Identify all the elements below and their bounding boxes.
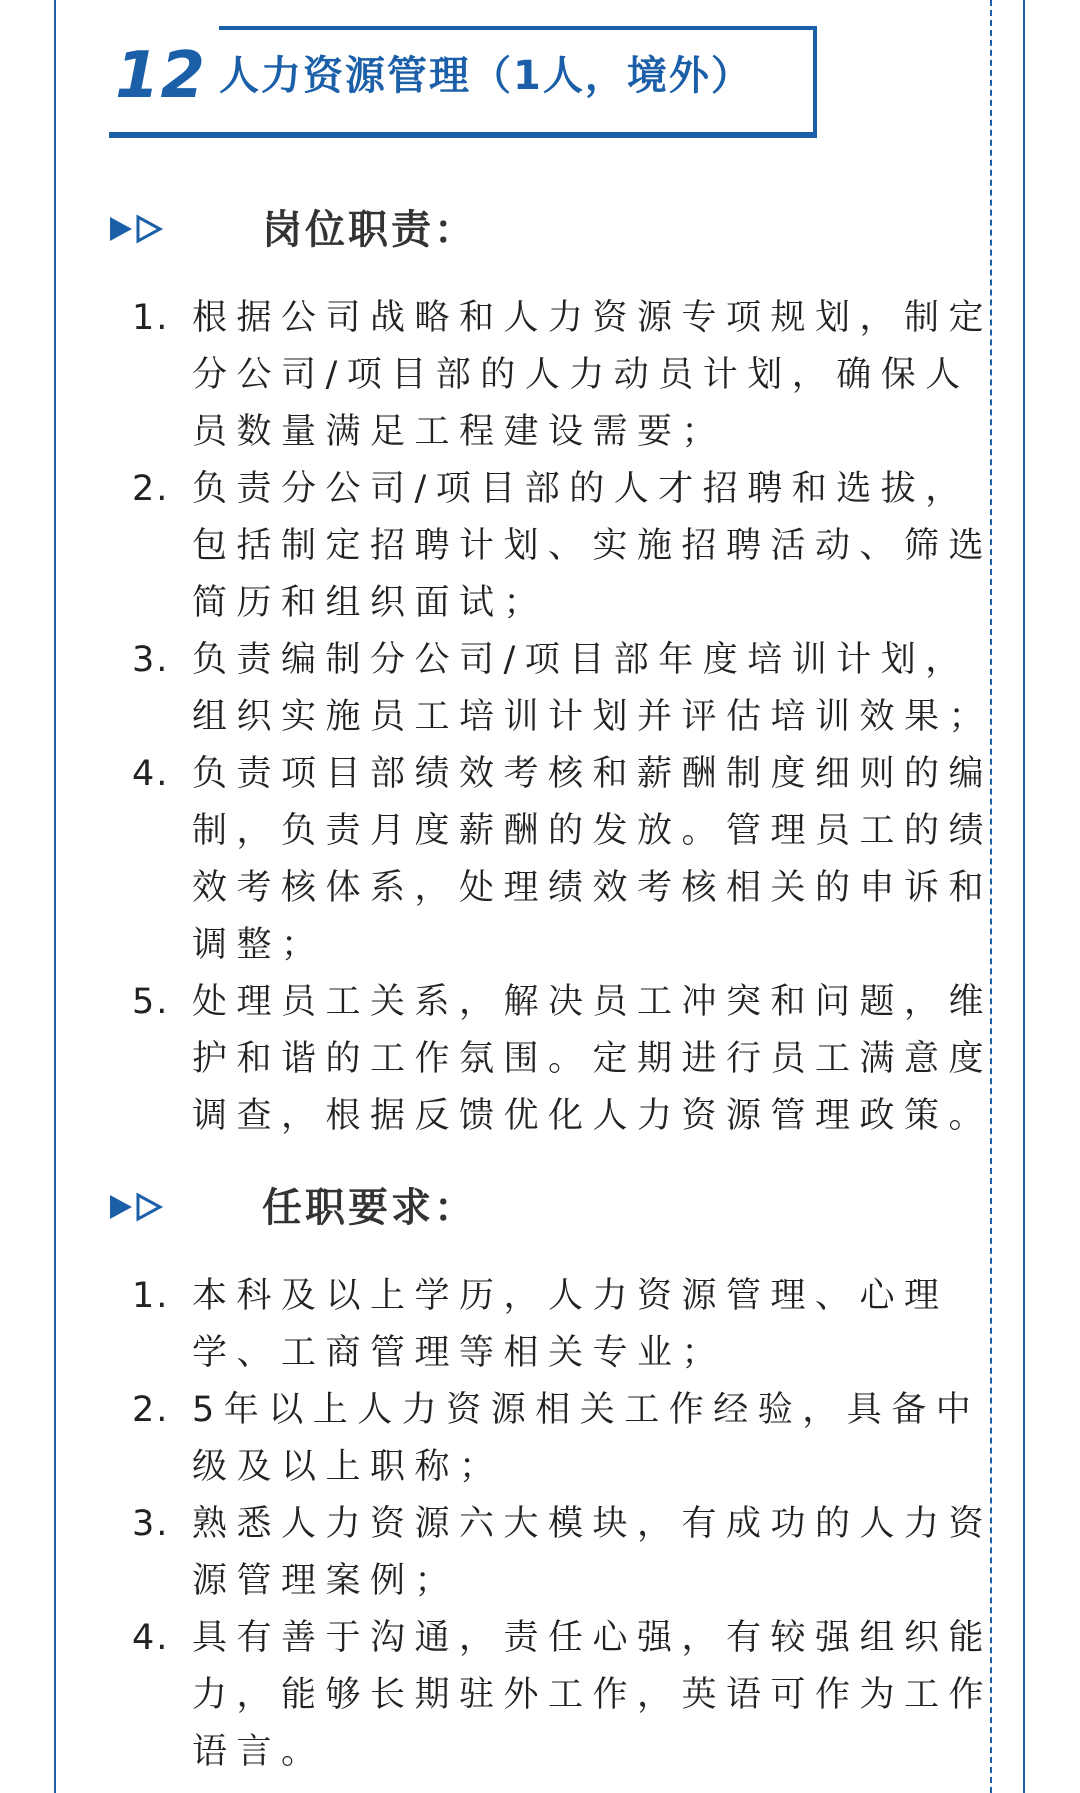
- header-top-rule: [219, 26, 817, 30]
- list-item: [132, 290, 1002, 461]
- section-title-requirements: 任职要求：: [262, 1185, 477, 1231]
- list-item-number: 2.: [132, 469, 170, 509]
- list-item-text: 处理员工关系，解决员工冲突和问题，维护和谐的工作氛围。定期进行员工满意度调查，根据反馈优化人力资源管理政策。: [192, 982, 994, 1136]
- position-number: 12: [115, 39, 207, 113]
- requirements-list: [132, 1268, 1002, 1781]
- double-triangle-arrow-icon: [108, 212, 164, 246]
- list-item: [132, 461, 1002, 632]
- list-item-text: 负责编制分公司/项目部年度培训计划，组织实施员工培训计划并评估培训效果；: [192, 640, 994, 737]
- list-item-number: 3.: [132, 1504, 170, 1544]
- list-item: [132, 1496, 1002, 1610]
- list-item-number: 1.: [132, 298, 170, 338]
- double-triangle-arrow-icon: [108, 1190, 164, 1224]
- duties-list: [132, 290, 1002, 1145]
- list-item-text: 5年以上人力资源相关工作经验，具备中级及以上职称；: [192, 1390, 981, 1487]
- list-item: [132, 1268, 1002, 1382]
- header-bottom-rule: [109, 132, 817, 138]
- right-border-line: [1023, 0, 1025, 1793]
- list-item: [132, 1610, 1002, 1781]
- list-item-text: 本科及以上学历，人力资源管理、心理学、工商管理等相关专业；: [192, 1276, 949, 1373]
- list-item: [132, 746, 1002, 974]
- left-border-line: [54, 0, 56, 1793]
- section-heading-requirements: [108, 1178, 608, 1238]
- list-item-text: 负责分公司/项目部的人才招聘和选拔，包括制定招聘计划、实施招聘活动、筛选简历和组织面试；: [192, 469, 994, 623]
- list-item: [132, 974, 1002, 1145]
- position-title: 人力资源管理（1人，境外）: [219, 53, 753, 99]
- list-item-number: 4.: [132, 1618, 170, 1658]
- list-item-text: 具有善于沟通，责任心强，有较强组织能力，能够长期驻外工作，英语可作为工作语言。: [192, 1618, 994, 1772]
- list-item: [132, 632, 1002, 746]
- list-item-number: 4.: [132, 754, 170, 794]
- section-title-duties: 岗位职责：: [262, 207, 477, 253]
- header-right-rule: [813, 26, 817, 138]
- list-item: [132, 1382, 1002, 1496]
- list-item-number: 2.: [132, 1390, 170, 1430]
- section-heading-duties: [108, 200, 608, 260]
- list-item-number: 3.: [132, 640, 170, 680]
- list-item-text: 负责项目部绩效考核和薪酬制度细则的编制，负责月度薪酬的发放。管理员工的绩效考核体系，处理绩效考核相关的申诉和调整；: [192, 754, 994, 965]
- list-item-text: 根据公司战略和人力资源专项规划，制定分公司/项目部的人力动员计划，确保人员数量满足工程建设需要；: [192, 298, 994, 452]
- list-item-number: 5.: [132, 982, 170, 1022]
- position-header: [109, 26, 817, 141]
- list-item-number: 1.: [132, 1276, 170, 1316]
- list-item-text: 熟悉人力资源六大模块，有成功的人力资源管理案例；: [192, 1504, 994, 1601]
